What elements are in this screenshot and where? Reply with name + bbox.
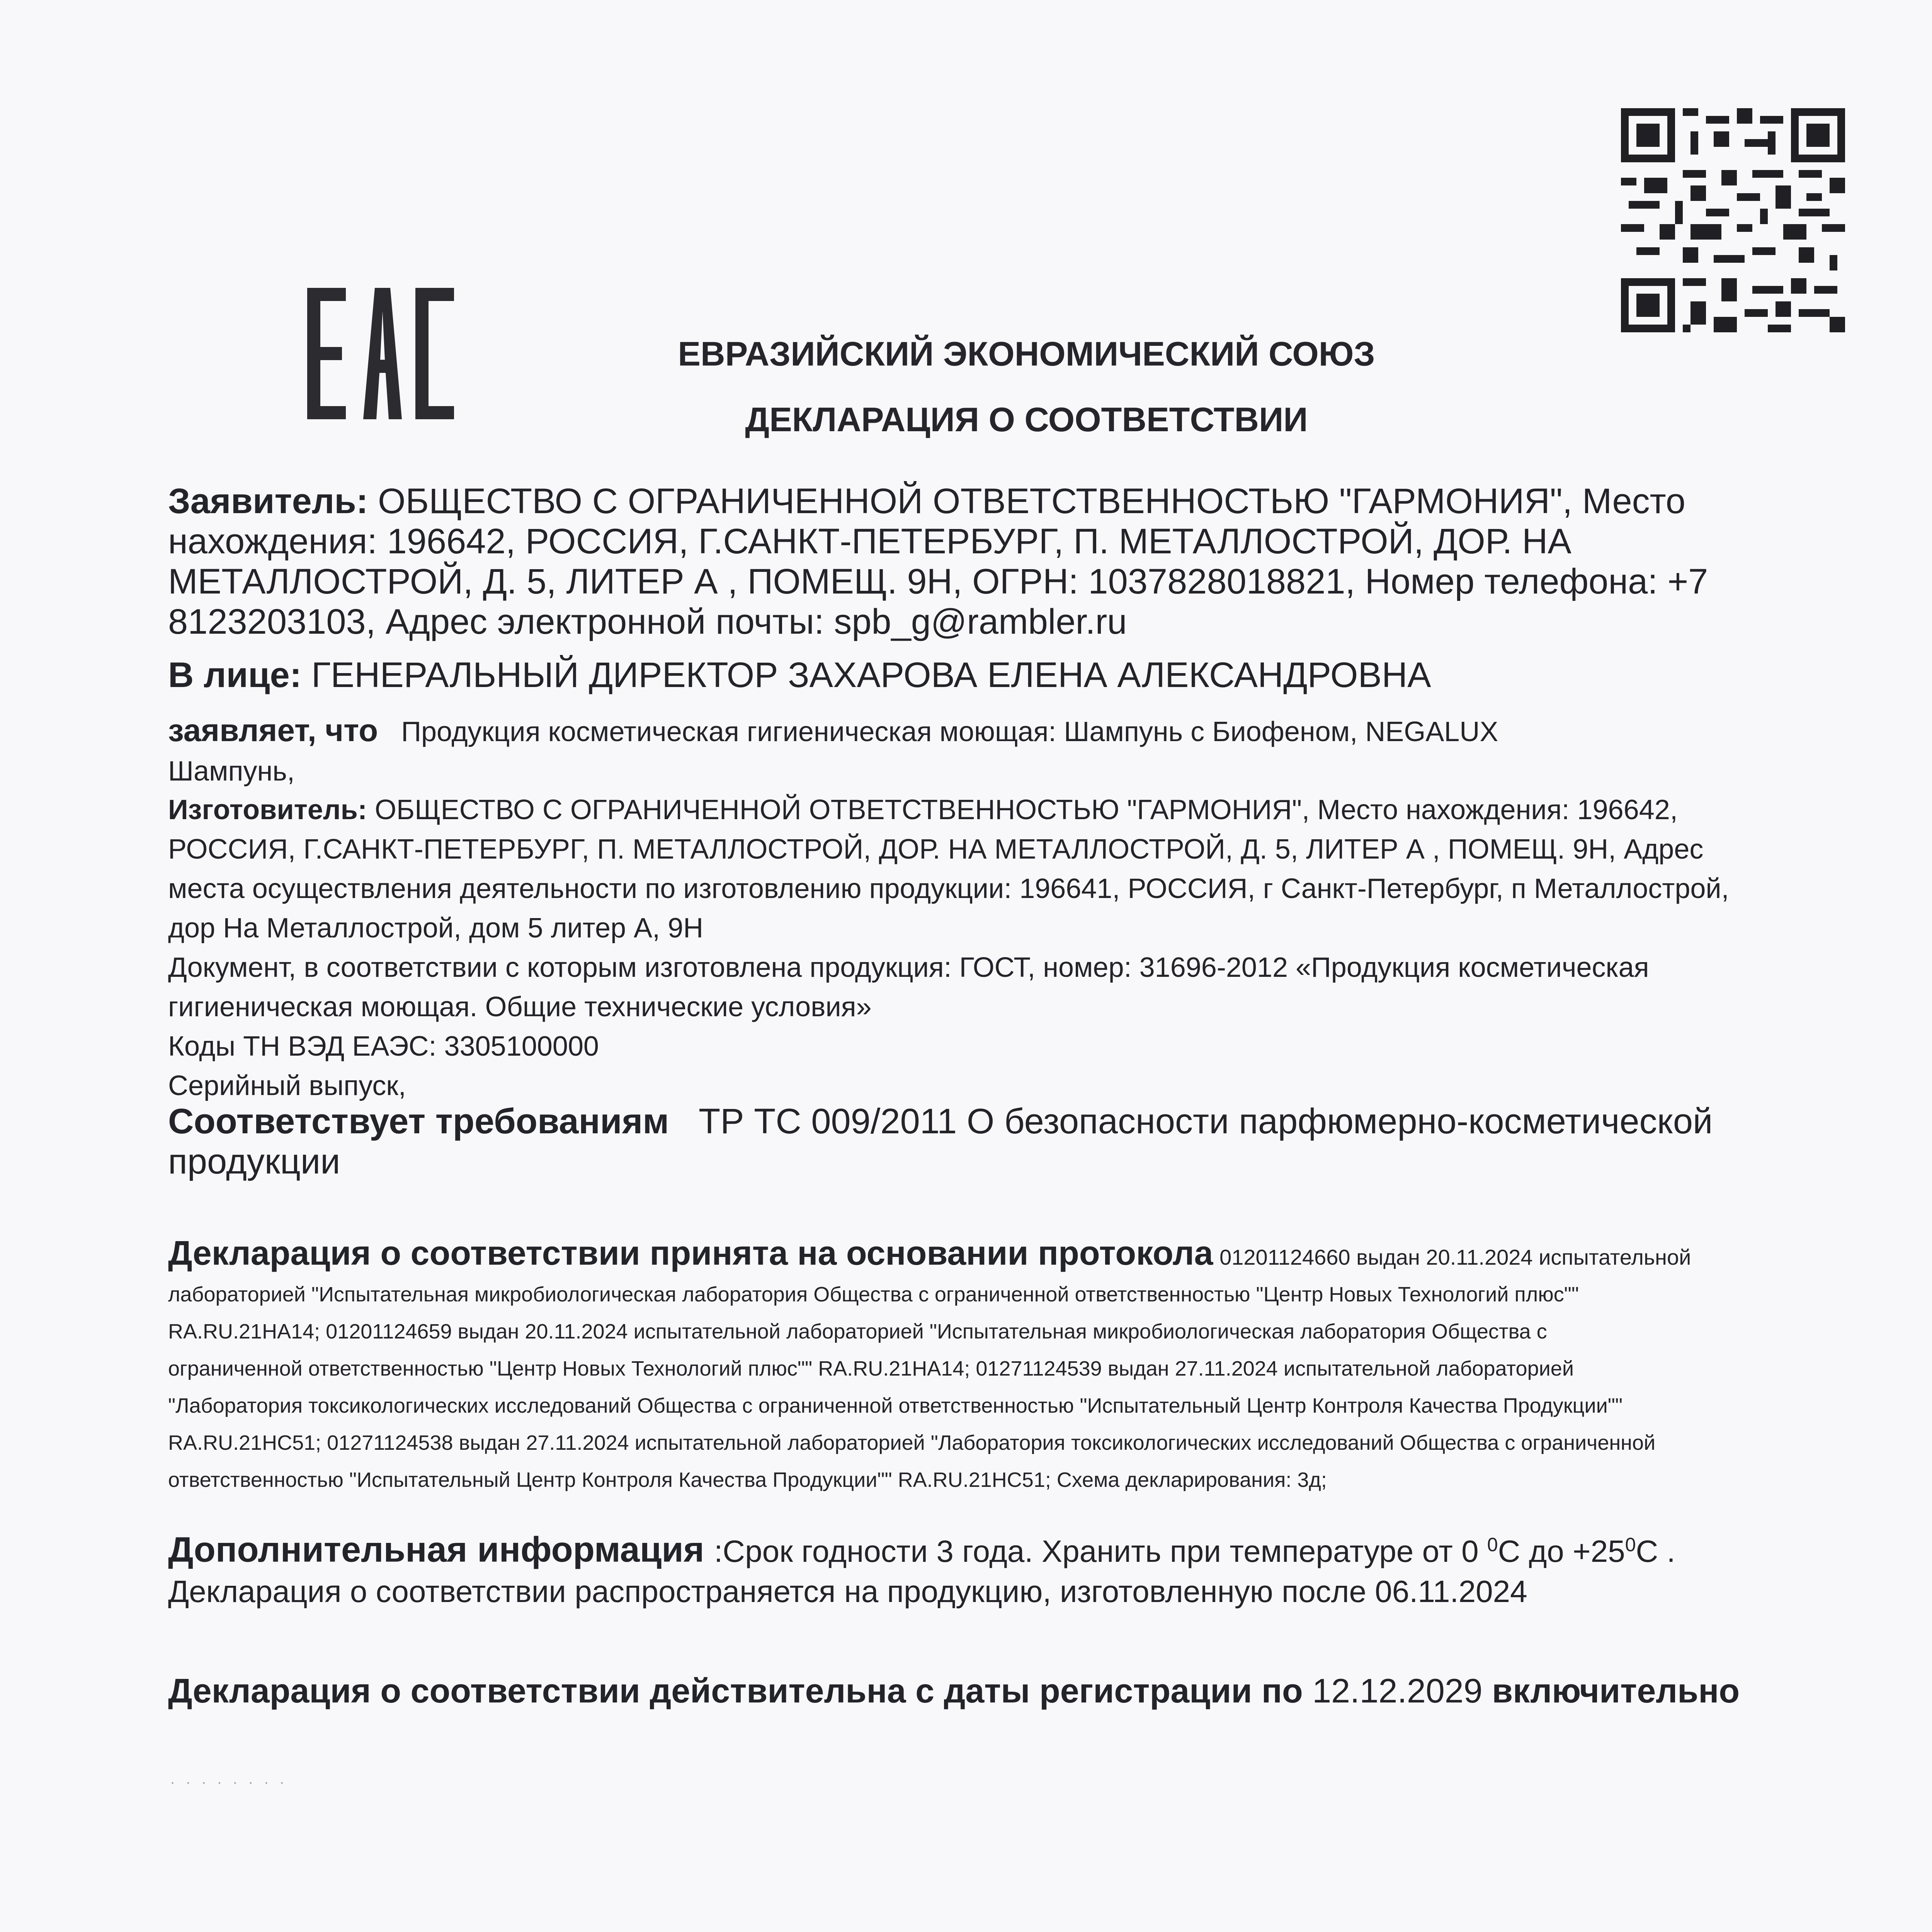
hs-codes: Коды ТН ВЭД ЕАЭС: 3305100000 [168,1031,599,1062]
basis-line: ограниченной ответственностью "Центр Новых Технологий плюс"" RA.RU.21HA14; 01271124539 выдан 27.11.2024 испытательной лабораторией [168,1357,1574,1380]
person-value: ГЕНЕРАЛЬНЫЙ ДИРЕКТОР ЗАХАРОВА ЕЛЕНА АЛЕКСАНДРОВНА [311,655,1431,695]
applicant-line: 8123203103, Адрес электронной почты: spb_g@rambler.ru [168,602,1127,641]
product-line: Продукция косметическая гигиеническая моющая: Шампунь с Биофеном, NEGALUX [401,716,1498,747]
additional-line: Декларация о соответствии распространяется на продукцию, изготовленную после 06.11.2024 [168,1574,1527,1609]
additional-block [168,1524,1853,1612]
conforms-block [168,1101,1853,1182]
basis-line: RA.RU.21HC51; 01271124538 выдан 27.11.2024 испытательной лабораторией "Лаборатория токсикологических исследований Общества с ограниченной [168,1431,1656,1454]
applicant-label: Заявитель: [168,481,368,521]
document-title: ДЕКЛАРАЦИЯ О СООТВЕТСТВИИ [745,400,1308,439]
applicant-line: ОБЩЕСТВО С ОГРАНИЧЕННОЙ ОТВЕТСТВЕННОСТЬЮ "ГАРМОНИЯ", Место [378,481,1685,521]
conforms-label: Соответствует требованиям [168,1102,669,1141]
document-line: Документ, в соответствии с которым изготовлена продукция: ГОСТ, номер: 31696-2012 «Продукция косметическая [168,952,1649,983]
conforms-line: ТР ТС 009/2011 О безопасности парфюмерно-косметической [699,1102,1713,1141]
declares-label: заявляет, что [168,713,378,748]
person-block [168,655,1853,695]
manufacturer-line: РОССИЯ, Г.САНКТ-ПЕТЕРБУРГ, П. МЕТАЛЛОСТРОЙ, ДОР. НА МЕТАЛЛОСТРОЙ, Д. 5, ЛИТЕР А , ПОМЕЩ. 9Н, Адрес [168,834,1704,865]
applicant-block [168,481,1853,642]
scan-noise: · · · · · · · · [170,1774,288,1791]
qr-code-icon [1621,108,1845,332]
basis-line: RA.RU.21HA14; 01201124659 выдан 20.11.2024 испытательной лабораторией "Испытательная микробиологическая лаборатория Общества с [168,1320,1547,1343]
validity-date: 12.12.2029 [1312,1672,1483,1710]
manufacturer-line: места осуществления деятельности по изготовлению продукции: 196641, РОССИЯ, г Санкт-Петербург, п Металлострой, [168,873,1729,904]
person-label: В лице: [168,655,302,695]
document-line: гигиеническая моющая. Общие технические условия» [168,992,872,1022]
basis-line: "Лаборатория токсикологических исследований Общества с ограниченной ответственностью "Испытательный Центр Контроля Качества Продукции"" [168,1394,1623,1417]
basis-line: лабораторией "Испытательная микробиологическая лаборатория Общества с ограниченной ответственностью "Центр Новых Технологий плюс"" [168,1283,1579,1306]
applicant-line: МЕТАЛЛОСТРОЙ, Д. 5, ЛИТЕР А , ПОМЕЩ. 9Н, ОГРН: 1037828018821, Номер телефона: +7 [168,562,1708,601]
basis-line: 01201124660 выдан 20.11.2024 испытательной [1219,1245,1691,1269]
basis-block [168,1235,1853,1498]
declares-block [168,711,1853,791]
additional-label: Дополнительная информация [168,1530,704,1570]
conforms-line: продукции [168,1142,340,1181]
basis-label: Декларация о соответствии принята на основании протокола [168,1234,1213,1272]
validity-line: Декларация о соответствии действительна с даты регистрации по 12.12.2029 включительно [168,1672,1740,1710]
manufacturer-line: ОБЩЕСТВО С ОГРАНИЧЕННОЙ ОТВЕТСТВЕННОСТЬЮ "ГАРМОНИЯ", Место нахождения: 196642, [374,794,1678,825]
applicant-line: нахождения: 196642, РОССИЯ, Г.САНКТ-ПЕТЕРБУРГ, П. МЕТАЛЛОСТРОЙ, ДОР. НА [168,522,1571,561]
product-line: Шампунь, [168,756,295,787]
union-title: ЕВРАЗИЙСКИЙ ЭКОНОМИЧЕСКИЙ СОЮЗ [678,335,1375,373]
manufacturer-line: дор На Металлострой, дом 5 литер А, 9Н [168,913,704,944]
basis-line: ответственностью "Испытательный Центр Контроля Качества Продукции"" RA.RU.21HC51; Схема декларирования: 3д; [168,1468,1327,1492]
manufacturer-block [168,790,1853,1105]
additional-line: :Срок годности 3 года. Хранить при температуре от 0 $^0$С до $+25^0С$ . [714,1534,1675,1568]
manufacturer-label: Изготовитель: [168,794,367,825]
serial-release: Серийный выпуск, [168,1070,406,1101]
